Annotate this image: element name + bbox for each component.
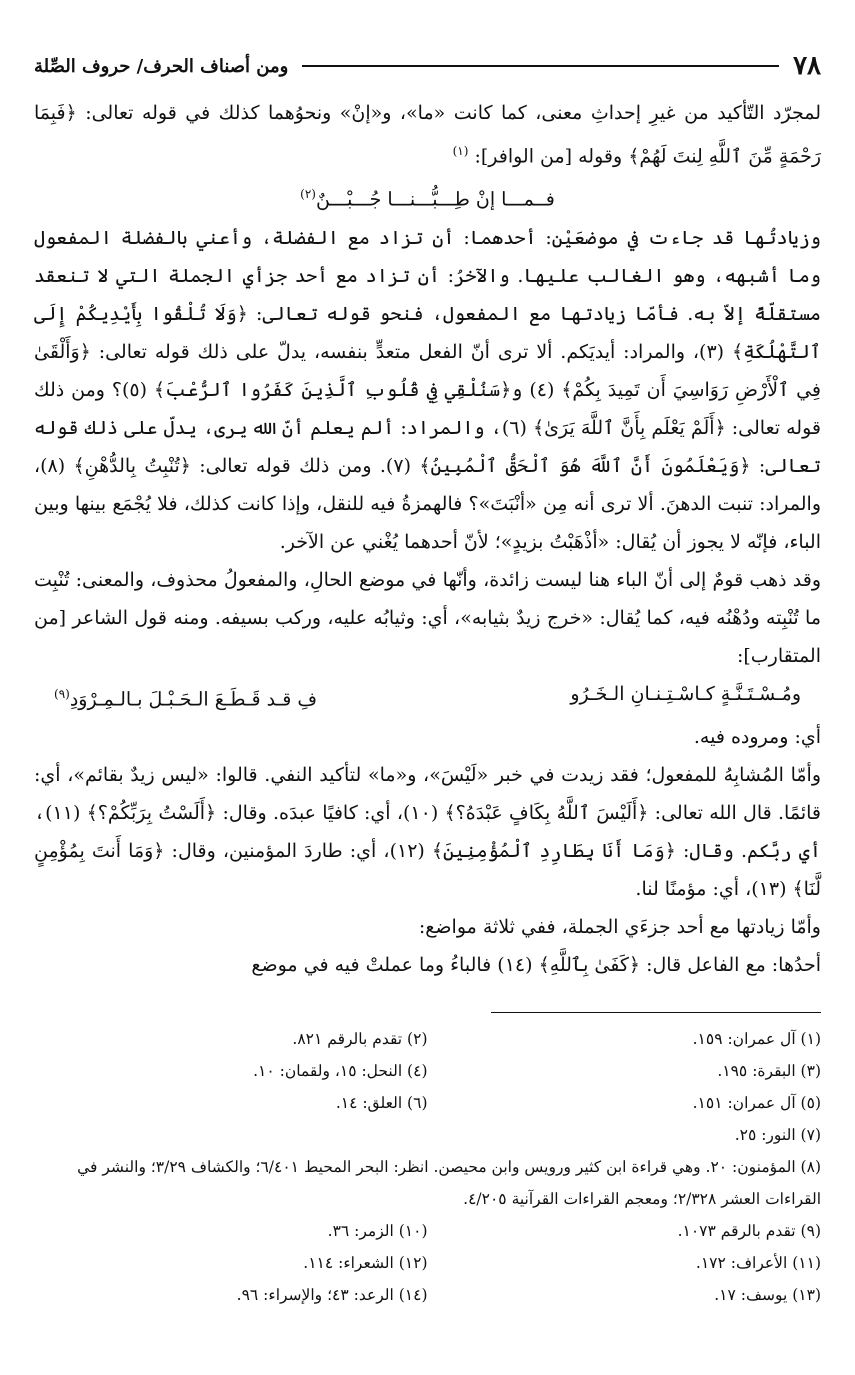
verse-couplet <box>34 675 821 718</box>
page-number: ٧٨ <box>793 51 821 81</box>
footnote-ref: (١) <box>452 144 469 158</box>
footnote: (٧) النور: ٢٥. <box>734 1125 821 1144</box>
footnote-ref: (٢) <box>300 187 316 202</box>
paragraph: وزيادتُها قد جاءت في موضعَيْن: أحدهما: أن تزاد مع الفضلة، وأعني بالفضلة المفعول وما أشبهه، وهو الغالب عليها. والآخرُ: أن تزاد مع أحد جزأي الجملة التي لا تنعقد مستقلّةً إلاّ به. فأمّا زيادتها مع المفعول، فنحو قوله تعالى: ﴿وَلَا تُلْقُوا بِأَيْدِيكُمْ إِلَى ٱلتَّهْلُكَةِ﴾ (٣)، والمراد: أيديَكم. ألا ترى أنّ الفعل متعدٍّ بنفسه، يدلّ على ذلك قوله تعالى: ﴿وَأَلْقَىٰ فِي ٱلْأَرْضِ رَوَاسِيَ أَن تَمِيدَ بِكُمْ﴾ (٤) و﴿سَنُلْقِي فِي قُلُوبِ ٱلَّذِينَ كَفَرُوا ٱلرُّعْبَ﴾ (٥)؟ ومن ذلك قوله تعالى: ﴿أَلَمْ يَعْلَم بِأَنَّ ٱللَّهَ يَرَىٰ﴾ (٦)، والمراد: ألم يعلم أنّ الله يرى، يدلّ على ذلك قوله تعالى: ﴿وَيَعْلَمُونَ أَنَّ ٱللَّهَ هُوَ ٱلْحَقُّ ٱلْمُبِينُ﴾ (٧). ومن ذلك قوله تعالى: ﴿تُنْبِتُ بِالدُّهْنِ﴾ (٨)، والمراد: تنبت الدهنَ. ألا ترى أنه مِن «أنْبَتَ»؟ فالهمزةُ فيه للنقل، وإذا كانت كذلك، فلا يُجْمَع بينها وبين الباء، فإنّه لا يجوز أن يُقال: «أذْهَبْتُ بزيدٍ»؛ لأنّ أحدهما يُغْني عن الآخر. <box>34 226 822 553</box>
footnote: (٦) العلق: ١٤. <box>335 1093 428 1112</box>
footnote: (١٤) الرعد: ٤٣؛ والإسراء: ٩٦. <box>236 1285 428 1304</box>
verse-line: فــمـــا إنْ طِـــبُّـــنـــا جُـــبْـــنٌ$^{(٢)}$ <box>300 187 555 211</box>
header-rule <box>302 65 779 67</box>
footnote: (٥) آل عمران: ١٥١. <box>692 1093 821 1112</box>
main-text <box>34 94 821 984</box>
footnote: (٢) تقدم بالرقم ٨٢١. <box>292 1029 428 1048</box>
footnote-divider <box>491 1012 821 1013</box>
paragraph: لمجرّد التّأكيد من غيرِ إحداثِ معنى، كما كانت «ما»، و«إنْ» ونحوُهما كذلك في قوله تعالى: ﴿فَبِمَا رَحْمَةٍ مِّنَ ٱللَّهِ لِنتَ لَهُمْ﴾ وقوله [من الوافر]: $^{(١)}$ <box>34 102 821 168</box>
page-header <box>34 48 821 84</box>
footnote: (٨) المؤمنون: ٢٠. وهي قراءة ابن كثير ورويس وابن محيصن. انظر: البحر المحيط ٦/٤٠١؛ والكشاف ٣/٢٩؛ والنشر في القراءات العشر ٢/٣٢٨؛ ومعجم القراءات القرآنية ٤/٢٠٥. <box>77 1157 821 1208</box>
paragraph: أي: ومروده فيه. <box>693 725 821 748</box>
verse-first-hemistich: ومُـسْـتَـنَّـةٍ كـاسْـتِـنـانِ الـخَـرُو <box>570 682 801 705</box>
paragraph: أحدُها: مع الفاعل قال: ﴿كَفَىٰ بِٱللَّهِ﴾ (١٤) فالباءُ وما عملتْ فيه في موضع <box>251 953 821 976</box>
footnote: (١٢) الشعراء: ١١٤. <box>303 1253 428 1272</box>
paragraph: وأمّا زيادتها مع أحد جزءَي الجملة، ففي ثلاثة مواضع: <box>418 915 821 938</box>
footnote: (٩) تقدم بالرقم ١٠٧٣. <box>677 1221 821 1240</box>
footnote: (١١) الأعراف: ١٧٢. <box>695 1253 821 1272</box>
paragraph: وقد ذهب قومٌ إلى أنّ الباء هنا ليست زائدة، وأنّها في موضع الحالِ، والمفعولُ محذوف، والمعنى: تُنْبِت ما تُنْبِته ودُهْنُه فيه، كما يُقال: «خرج زيدٌ بثيابه»، أي: وثيابُه عليه، وركب بسيفه. ومنه قول الشاعر [من المتقارب]: <box>34 568 821 667</box>
footnote: (١٣) يوسف: ١٧. <box>714 1285 821 1304</box>
footnote-ref: (٩) <box>54 686 70 701</box>
footnote: (١٠) الزمر: ٣٦. <box>327 1221 428 1240</box>
running-title: ومن أصناف الحرف/ حروف الصِّلة <box>34 55 289 77</box>
footnote: (١) آل عمران: ١٥٩. <box>692 1029 821 1048</box>
footnotes <box>34 1023 821 1311</box>
footnote: (٤) النحل: ١٥، ولقمان: ١٠. <box>253 1061 428 1080</box>
footnote: (٣) البقرة: ١٩٥. <box>717 1061 821 1080</box>
book-page <box>34 48 821 1348</box>
verse-second-hemistich: فِ قـد قَـطَـعَ الـحَـبْـلَ بـالـمِـرْوَدِ$^{(٩)}$ <box>54 686 318 710</box>
paragraph: وأمّا المُشابِهُ للمفعول؛ فقد زيدت في خبر «لَيْسَ»، و«ما» لتأكيد النفي. قالوا: «ليس زيدٌ بقائم»، أي: قائمًا. قال الله تعالى: ﴿أَلَيْسَ ٱللَّهُ بِكَافٍ عَبْدَهُ؟﴾ (١٠)، أي: كافيًا عبدَه. وقال: ﴿أَلَسْتُ بِرَبِّكُمْ؟﴾ (١١)، أي ربَّكم. وقال: ﴿وَمَا أَنَا بِطَارِدِ ٱلْمُؤْمِنِينَ﴾ (١٢)، أي: طاردَ المؤمنين، وقال: ﴿وَمَا أَنتَ بِمُؤْمِنٍ لَّنَا﴾ (١٣)، أي: مؤمنًا لنا. <box>34 763 821 900</box>
